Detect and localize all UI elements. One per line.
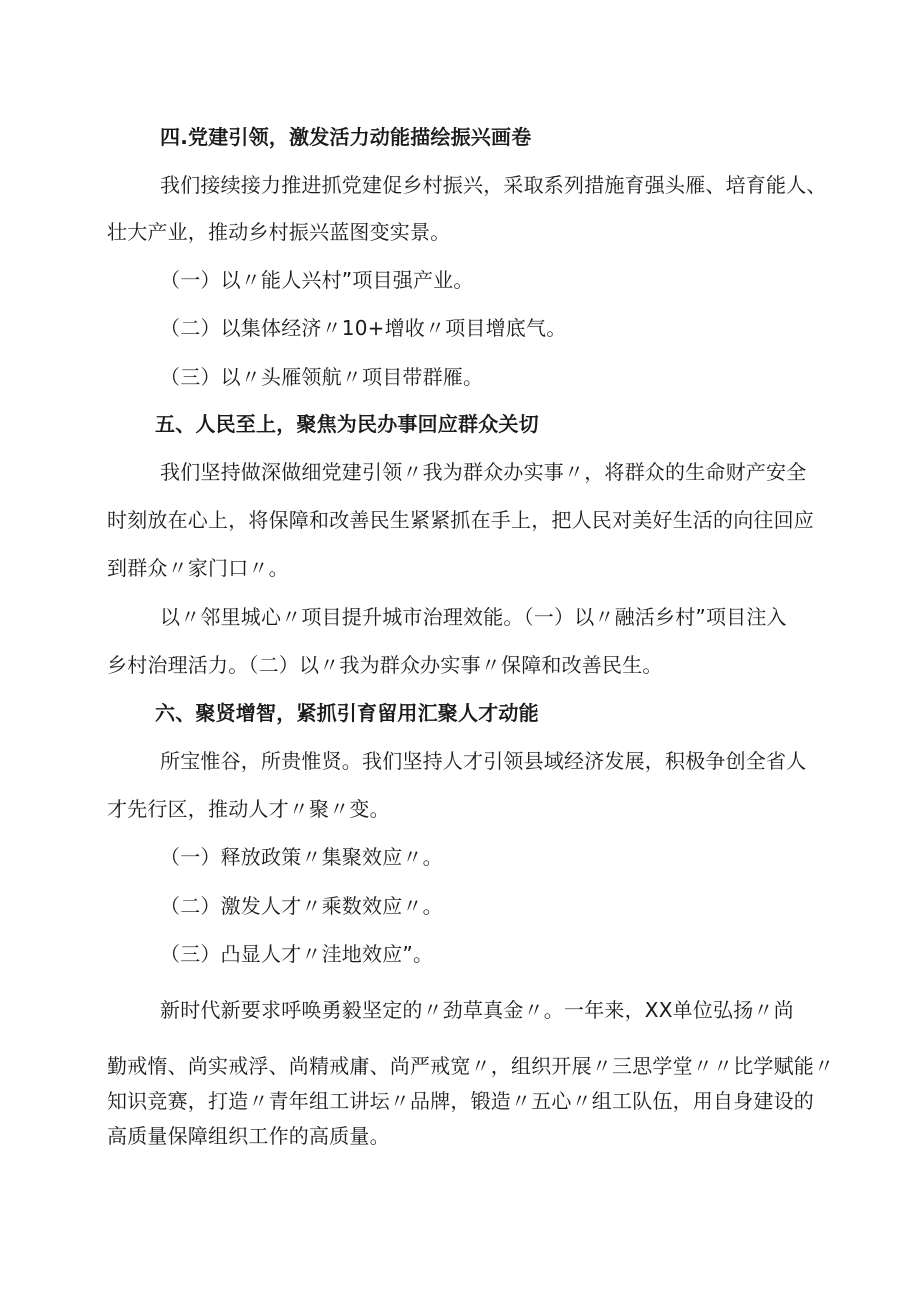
section-4-item-2: （二）以集体经济〃10+增收〃项目增底气。	[160, 316, 567, 340]
closing-paragraph-line-2: 勤戒惰、尚实戒浮、尚精戒庸、尚严戒宽〃，组织开展〃三思学堂〃〃比学赋能〃	[107, 1054, 835, 1078]
section-4-item-1: （一）以〃能人兴村”项目强产业。	[160, 268, 474, 292]
section-6-paragraph-line-1: 所宝惟谷，所贵惟贤。我们坚持人才引领县域经济发展，积极争创全省人	[160, 749, 807, 773]
section-6-item-3: （三）凸显人才〃洼地效应”。	[160, 942, 434, 966]
closing-paragraph-line-4: 高质量保障组织工作的高质量。	[107, 1124, 390, 1148]
section-6-paragraph-line-2: 才先行区，推动人才〃聚〃变。	[107, 797, 390, 821]
section-6-heading: 六、聚贤增智，紧抓引育留用汇聚人才动能	[155, 701, 539, 725]
section-4-paragraph-line-2: 壮大产业，推动乡村振兴蓝图变实景。	[107, 220, 451, 244]
section-5-paragraph-1-line-1: 我们坚持做深做细党建引领〃我为群众办实事〃，将群众的生命财产安全	[160, 460, 807, 484]
section-5-paragraph-2-line-1: 以〃邻里城心〃项目提升城市治理效能。（一）以〃融活乡村”项目注入	[160, 605, 787, 629]
closing-paragraph-line-1: 新时代新要求呼唤勇毅坚定的〃劲草真金〃。一年来，XX单位弘扬〃尚	[160, 998, 794, 1022]
section-5-heading: 五、人民至上，聚焦为民办事回应群众关切	[155, 412, 539, 436]
section-5-paragraph-1-line-3: 到群众〃家门口〃。	[107, 556, 289, 580]
section-6-item-2: （二）激发人才〃乘数效应〃。	[160, 894, 443, 918]
section-4-item-3: （三）以〃头雁领航〃项目带群雁。	[160, 365, 484, 389]
section-4-paragraph-line-1: 我们接续接力推进抓党建促乡村振兴，采取系列措施育强头雁、培育能人、	[160, 173, 827, 197]
section-5-paragraph-2-line-2: 乡村治理活力。（二）以〃我为群众办实事〃保障和改善民生。	[107, 653, 663, 677]
section-4-heading: 四.党建引领，激发活力动能描绘振兴画卷	[160, 125, 532, 149]
section-5-paragraph-1-line-2: 时刻放在心上，将保障和改善民生紧紧抓在手上，把人民对美好生活的向往回应	[107, 508, 814, 532]
closing-paragraph-line-3: 知识竞赛，打造〃青年组工讲坛〃品牌，锻造〃五心〃组工队伍，用自身建设的	[107, 1089, 814, 1113]
section-6-item-1: （一）释放政策〃集聚效应〃。	[160, 845, 443, 869]
